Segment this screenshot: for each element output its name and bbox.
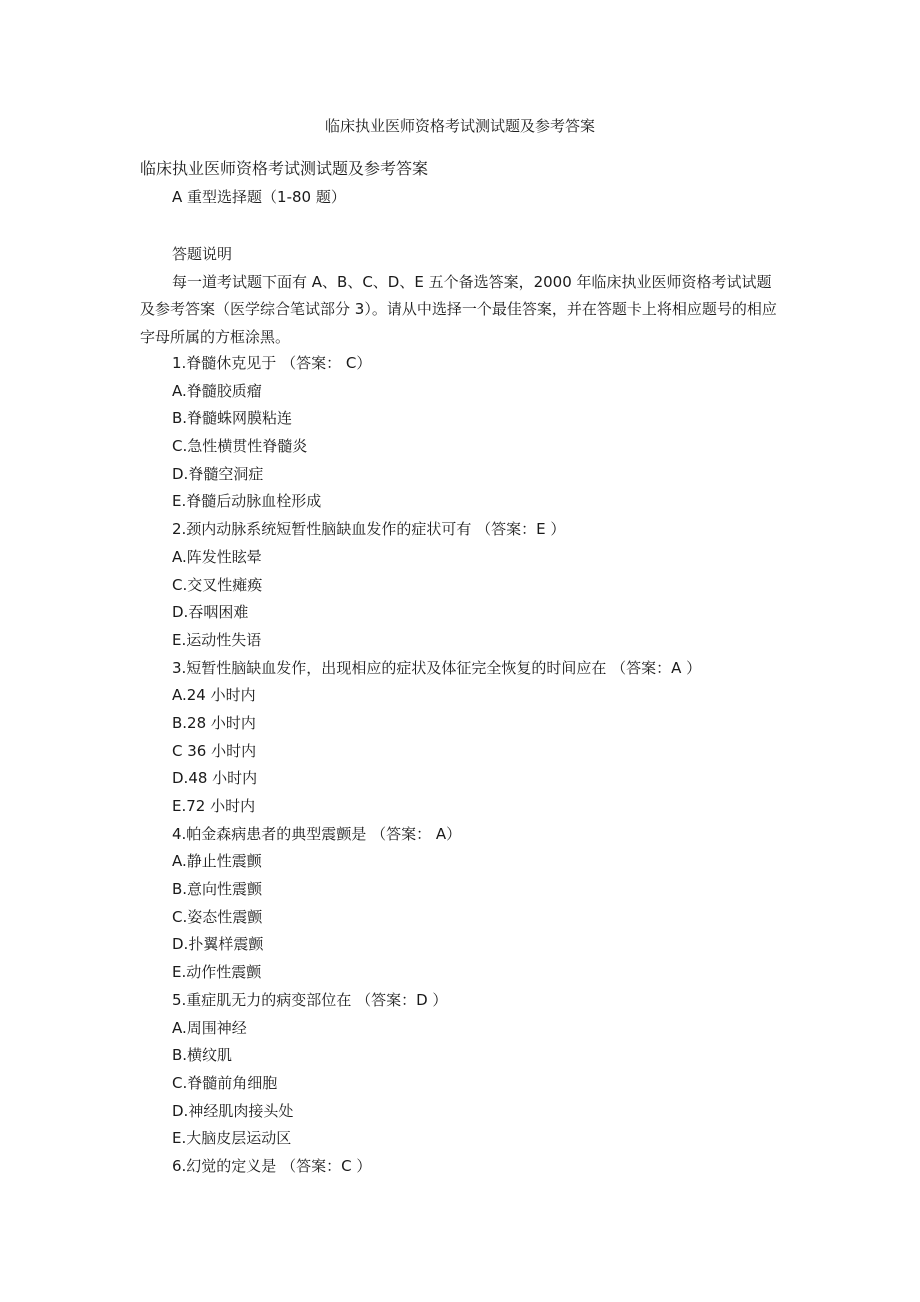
question-option: E.动作性震颤 — [172, 963, 262, 982]
section-heading: A 重型选择题（1-80 题） — [172, 188, 346, 206]
question-option: E.运动性失语 — [172, 630, 262, 649]
question-list — [172, 350, 792, 1181]
question-option: E.大脑皮层运动区 — [172, 1129, 292, 1148]
question-option: A.静止性震颤 — [172, 852, 262, 871]
answer-instructions — [140, 241, 780, 351]
question-option: B.横纹肌 — [172, 1046, 233, 1065]
question-option: D.48 小时内 — [172, 769, 258, 788]
question-option: C.姿态性震颤 — [172, 907, 263, 926]
question-stem: 3.短暂性脑缺血发作，出现相应的症状及体征完全恢复的时间应在 （答案：A ） — [172, 658, 702, 677]
question-stem: 1.脊髓休克见于 （答案： C） — [172, 354, 372, 372]
question-option: B.脊髓蛛网膜粘连 — [172, 409, 293, 428]
instructions-label: 答题说明 — [172, 245, 233, 263]
question-option: E.72 小时内 — [172, 797, 256, 815]
question-option: A.周围神经 — [172, 1018, 247, 1037]
question-stem: 6.幻觉的定义是 （答案：C ） — [172, 1156, 372, 1175]
question-option: E.脊髓后动脉血栓形成 — [172, 492, 322, 511]
question-stem: 2.颈内动脉系统短暂性脑缺血发作的症状可有 （答案：E ） — [172, 520, 566, 539]
question-option: A.脊髓胶质瘤 — [172, 381, 262, 400]
question-stem: 4.帕金森病患者的典型震颤是 （答案： A） — [172, 824, 462, 843]
question-option: B.意向性震颤 — [172, 880, 263, 899]
question-option: A.阵发性眩晕 — [172, 547, 262, 566]
question-stem: 5.重症肌无力的病变部位在 （答案：D ） — [172, 990, 448, 1009]
question-option: C.脊髓前角细胞 — [172, 1073, 278, 1092]
question-option: C.急性横贯性脊髓炎 — [172, 437, 308, 456]
question-option: D.神经肌肉接头处 — [172, 1101, 294, 1120]
document-title: 临床执业医师资格考试测试题及参考答案 — [324, 117, 595, 135]
question-option: C 36 小时内 — [172, 741, 257, 760]
question-option: D.扑翼样震颤 — [172, 935, 264, 954]
question-option: D.吞咽困难 — [172, 603, 249, 622]
question-option: C.交叉性瘫痪 — [172, 575, 263, 594]
instructions-text: 每一道考试题下面有 A、B、C、D、E 五个备选答案，2000 年临床执业医师资格考试试题及参考答案（医学综合笔试部分 3）。请从中选择一个最佳答案，并在答题卡上将相应题号的相应字母所属的方框涂黑。 — [140, 272, 777, 346]
question-option: A.24 小时内 — [172, 686, 256, 705]
document-subtitle: 临床执业医师资格考试测试题及参考答案 — [140, 159, 429, 178]
question-option: B.28 小时内 — [172, 713, 256, 732]
question-option: D.脊髓空洞症 — [172, 464, 264, 483]
